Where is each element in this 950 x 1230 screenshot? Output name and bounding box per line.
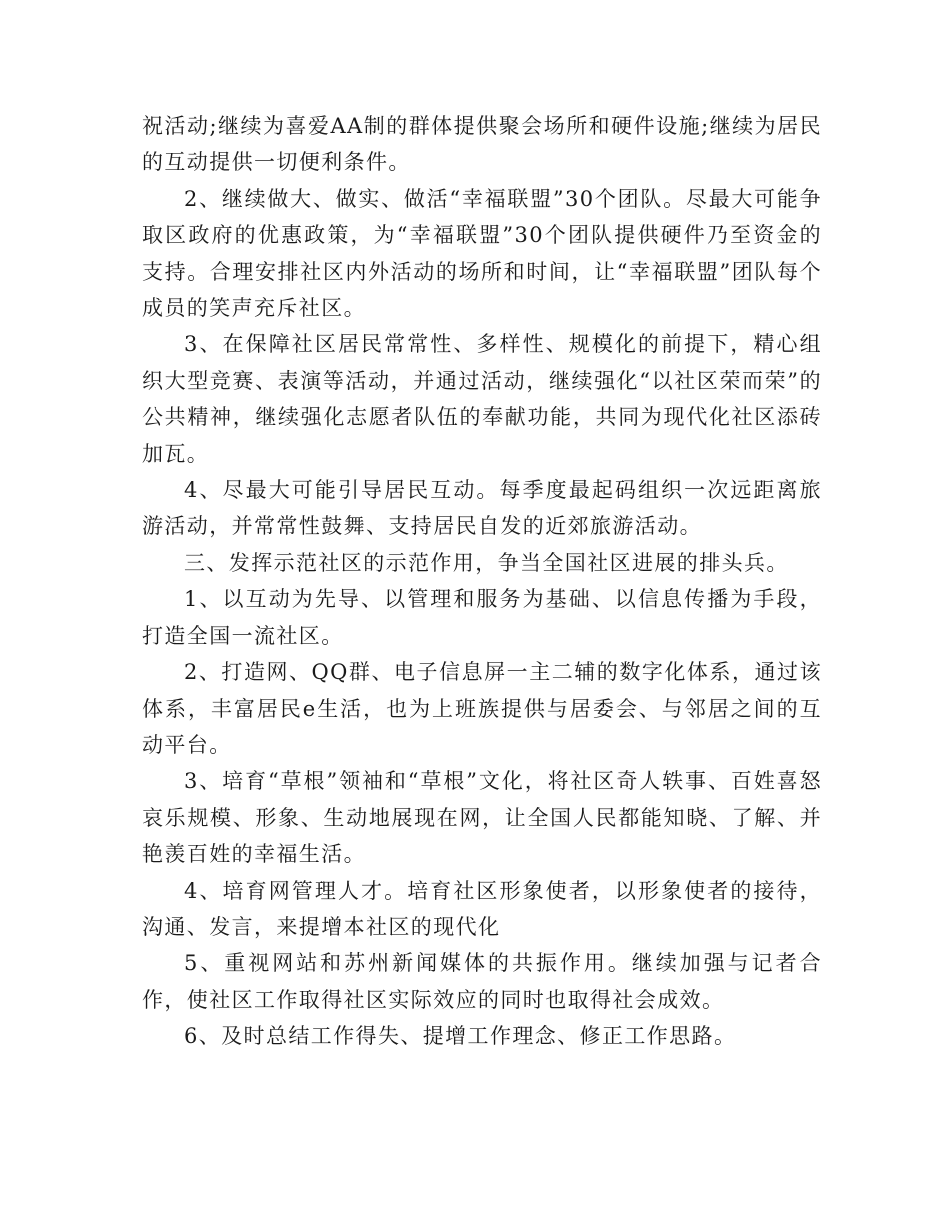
section-heading-three: 三、发挥示范社区的示范作用，争当全国社区进展的排头兵。 <box>184 550 789 575</box>
paragraph-continuation: 祝活动;继续为喜爱AA制的群体提供聚会场所和硬件设施;继续为居民的互动提供一切便利条件。 <box>142 114 822 175</box>
paragraph-item-6-summary: 6、及时总结工作得失、提增工作理念、修正工作思路。 <box>184 1024 737 1049</box>
paragraph-item-2-digital-system: 2、打造网、QQ群、电子信息屏一主二辅的数字化体系，通过该体系，丰富居民e生活，也为上班族提供与居委会、与邻居之间的互动平台。 <box>142 660 822 757</box>
paragraph-item-1-first-class-community: 1、以互动为先导、以管理和服务为基础、以信息传播为手段，打造全国一流社区。 <box>142 587 822 648</box>
paragraph-item-4-resident-interaction: 4、尽最大可能引导居民互动。每季度最起码组织一次远距离旅游活动，并常常性鼓舞、支持居民自发的近郊旅游活动。 <box>142 478 822 539</box>
paragraph-item-3-large-events: 3、在保障社区居民常常性、多样性、规模化的前提下，精心组织大型竞赛、表演等活动，并通过活动，继续强化“以社区荣而荣”的公共精神，继续强化志愿者队伍的奉献功能，共同为现代化社区添砖加瓦。 <box>142 332 822 466</box>
paragraph-item-4-management-talent: 4、培育网管理人才。培育社区形象使者，以形象使者的接待，沟通、发言，来提增本社区的现代化 <box>142 878 822 939</box>
paragraph-item-2-happiness-alliance: 2、继续做大、做实、做活“幸福联盟”30个团队。尽最大可能争取区政府的优惠政策，为“幸福联盟”30个团队提供硬件乃至资金的支持。合理安排社区内外活动的场所和时间，让“幸福联盟”团队每个成员的笑声充斥社区。 <box>142 186 822 321</box>
document-body <box>142 108 822 1055</box>
paragraph-item-3-grassroots-culture: 3、培育“草根”领袖和“草根”文化，将社区奇人轶事、百姓喜怒哀乐规模、形象、生动地展现在网，让全国人民都能知晓、了解、并艳羡百姓的幸福生活。 <box>142 769 822 867</box>
paragraph-item-5-media-resonance: 5、重视网站和苏州新闻媒体的共振作用。继续加强与记者合作，使社区工作取得社区实际效应的同时也取得社会成效。 <box>142 951 822 1012</box>
